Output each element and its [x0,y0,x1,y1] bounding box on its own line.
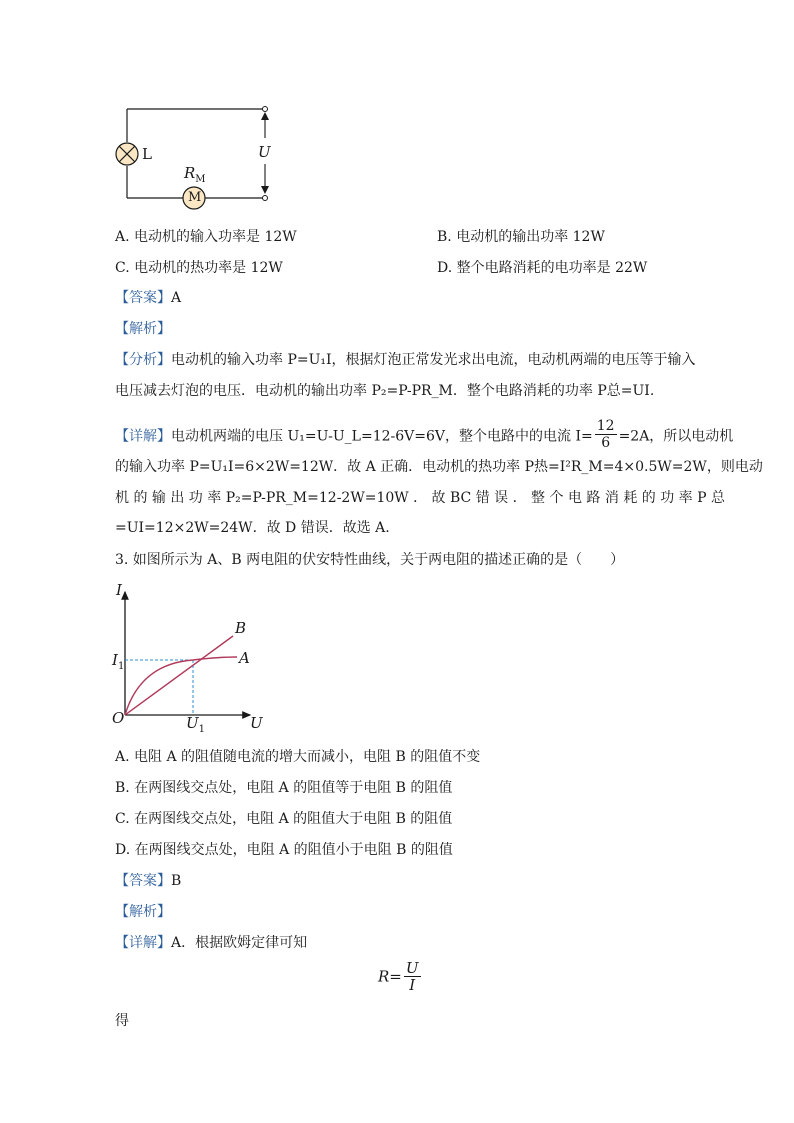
current-fraction: $\frac{12}{6}$ [596,418,615,451]
resistor-label: $R_M$ [184,164,206,185]
graph-curve-b-label: B [235,619,247,637]
q2-detail-line3: 机 的 输 出 功 率 P₂=P-PR_M=12-2W=10W ． 故 BC 错 误 ． 整 个 电 路 消 耗 的 功 率 P 总 [115,490,725,506]
graph-x-label: U [250,714,263,732]
q3-stem: 3. 如图所示为 A、B 两电阻的伏安特性曲线，关于两电阻的描述正确的是（ ） [115,552,625,568]
q3-detail: 【详解】A．根据欧姆定律可知 [115,935,308,951]
curve-b [125,636,233,715]
q3-option-a: A. 电阻 A 的阻值随电流的增大而减小，电阻 B 的阻值不变 [115,749,481,765]
q3-tail: 得 [115,1013,129,1029]
q2-option-a: A. 电动机的输入功率是 12W [115,229,297,245]
q2-analysis-tag: 【解析】 [115,321,171,337]
q2-fenxi-line1: 【分析】电动机的输入功率 P=U₁I，根据灯泡正常发光求出电流，电动机两端的电压等于输入 [115,352,696,368]
q2-option-b: B. 电动机的输出功率 12W [437,229,605,245]
graph-origin-label: O [112,709,125,727]
q2-option-d: D. 整个电路消耗的电功率是 22W [437,260,648,276]
q2-detail-line2: 的输入功率 P=U₁I=6×2W=12W．故 A 正确．电动机的热功率 P热=I²R_M=4×0.5W=2W，则电动 [115,459,763,475]
q3-option-b: B. 在两图线交点处，电阻 A 的阻值等于电阻 B 的阻值 [115,780,453,796]
q2-detail-line1: 【详解】电动机两端的电压 U₁=U-U_L=12-6V=6V，整个电路中的电流 I= $\frac{12}{6}$ =2A，所以电动机 [115,418,734,451]
curve-a [125,657,237,715]
motor-label: M [188,190,202,205]
q2-answer: 【答案】A [115,290,182,306]
q2-option-c: C. 电动机的热功率是 12W [115,260,283,276]
q3-option-c: C. 在两图线交点处，电阻 A 的阻值大于电阻 B 的阻值 [115,811,453,827]
q3-analysis-tag: 【解析】 [115,904,171,920]
graph-u1-label: $U_1$ [186,714,206,735]
q3-answer: 【答案】B [115,873,182,889]
graph-y-label: I [116,581,122,599]
voltage-label: U [258,143,271,161]
q2-fenxi-line2: 电压减去灯泡的电压．电动机的输出功率 P₂=P-PR_M．整个电路消耗的功率 P总=UI. [115,383,655,399]
q2-detail-line4: =UI=12×2W=24W．故 D 错误．故选 A. [115,520,390,536]
graph-i1-label: $I_1$ [112,651,125,672]
q3-option-d: D. 在两图线交点处，电阻 A 的阻值小于电阻 B 的阻值 [115,842,453,858]
lamp-label: L [142,145,152,163]
graph-curve-a-label: A [239,649,250,667]
ohm-formula: R= $\frac{U}{I}$ [378,959,419,994]
lamp-icon [116,143,138,165]
